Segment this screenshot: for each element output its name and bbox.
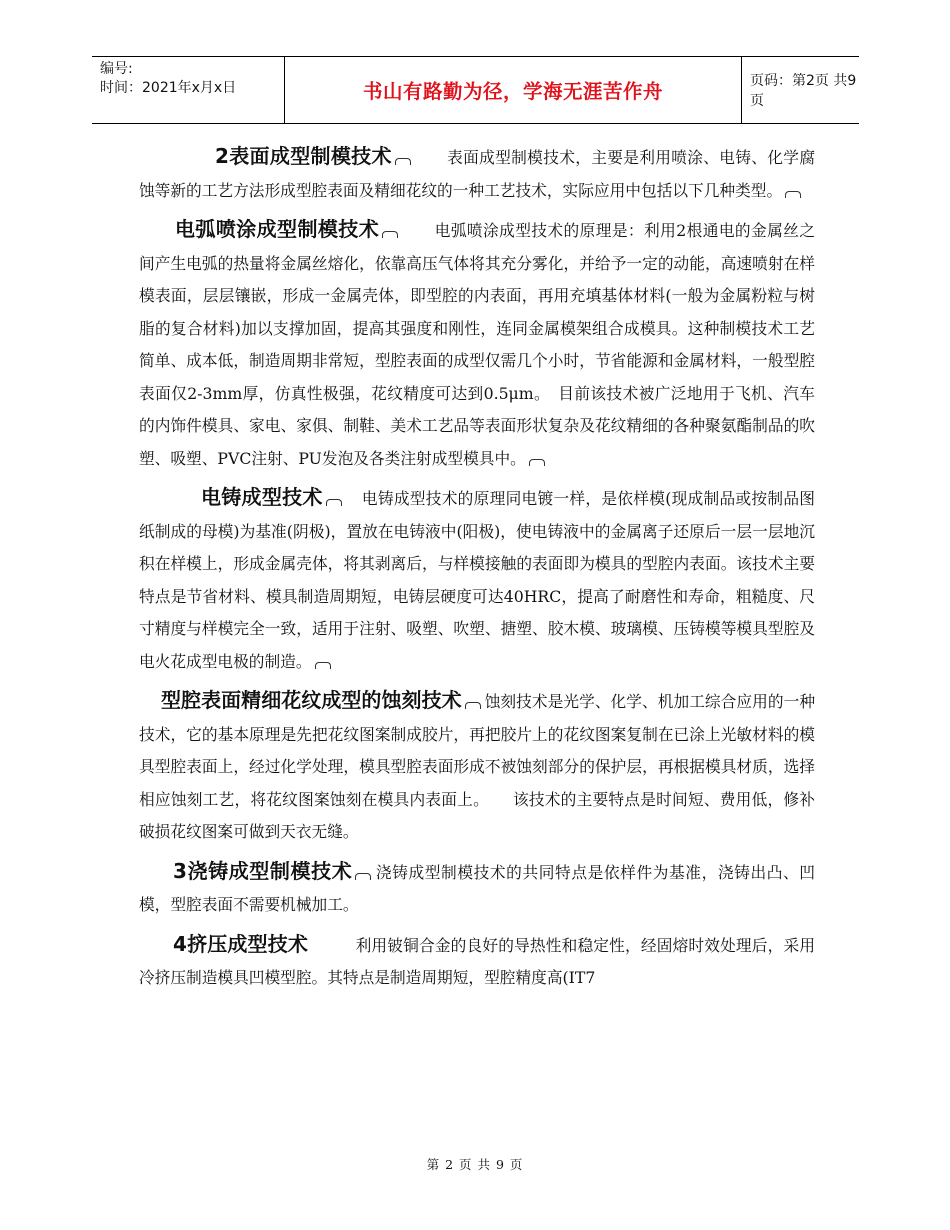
section-heading: 2表面成型制模技术	[215, 144, 392, 168]
header-page-info-cell	[740, 57, 859, 123]
section-paragraph	[139, 481, 815, 678]
section-body: 电弧喷涂成型技术的原理是：利用2根通电的金属丝之间产生电弧的热量将金属丝熔化，依靠高压气体将其充分雾化，并给予一定的动能，高速喷射在样模表面，层层镶嵌，形成一金属壳体，即型腔的内表面，再用充填基体材料(一般为金属粉粒与树脂的复合材料)加以支撑加固，提高其强度和刚性，连同金属模架组合成模具。这种制模技术工艺简单、成本低，制造周期非常短，型腔表面的成型仅需几个小时，节省能源和金属材料，一般型腔表面仅2-3mm厚，仿真性极强，花纹精度可达到0.5μm。 目前该技术被广泛地用于飞机、汽车的内饰件模具、家电、家俱、制鞋、美术工艺品等表面形状复杂及花纹精细的各种聚氨酯制品的吹塑、吸塑、PVC注射、PU发泡及各类注射成型模具中。	[139, 221, 816, 468]
paragraph-mark-icon	[395, 158, 411, 165]
paragraph-mark-icon	[529, 459, 545, 466]
paragraph-mark-icon	[315, 662, 331, 669]
section-body: 利用铍铜合金的良好的导热性和稳定性，经固熔时效处理后，采用冷挤压制造模具凹模型腔。其特点是制造周期短，型腔精度高(IT7	[139, 935, 816, 987]
section-paragraph	[139, 855, 815, 922]
section-heading: 型腔表面精细花纹成型的蚀刻技术	[161, 688, 462, 712]
paragraph-mark-icon	[382, 231, 398, 238]
header-motto: 书山有路勤为径，学海无涯苦作舟	[362, 80, 663, 103]
header-motto-cell	[284, 57, 742, 123]
section-heading: 电铸成型技术	[201, 485, 323, 509]
header-page-info: 页码：第2页 共9页	[750, 73, 857, 109]
paragraph-mark-icon	[355, 873, 371, 880]
section-body: 蚀刻技术是光学、化学、机加工综合应用的一种技术，它的基本原理是先把花纹图案制成胶片，再把胶片上的花纹图案复制在已涂上光敏材料的模具型腔表面上，经过化学处理，模具型腔表面形成不被蚀刻部分的保护层，再根据模具材质，选择相应蚀刻工艺，将花纹图案蚀刻在模具内表面上。 该技术的主要特点是时间短、费用低，修补破损花纹图案可做到天衣无缝。	[139, 692, 816, 841]
number-label: 编号:	[100, 61, 133, 77]
document-body	[139, 140, 815, 995]
section-paragraph	[139, 928, 815, 995]
time-label: 时间：2021年x月x日	[100, 80, 237, 96]
section-heading: 4挤压成型技术	[173, 931, 309, 956]
section-heading: 电弧喷涂成型制模技术	[175, 217, 380, 241]
paragraph-mark-icon	[326, 499, 342, 506]
paragraph-mark-icon	[465, 702, 481, 709]
paragraph-mark-icon	[785, 191, 801, 198]
section-paragraph	[139, 140, 815, 207]
section-heading: 3浇铸成型制模技术	[173, 858, 353, 883]
section-body: 表面成型制模技术，主要是利用喷涂、电铸、化学腐蚀等新的工艺方法形成型腔表面及精细花纹的一种工艺技术，实际应用中包括以下几种类型。	[139, 148, 816, 200]
page-footer: 第 2 页 共 9 页	[426, 1157, 524, 1172]
header-meta	[92, 57, 284, 123]
section-body: 浇铸成型制模技术的共同特点是依样件为基准，浇铸出凸、凹模，型腔表面不需要机械加工。	[139, 862, 815, 914]
section-paragraph	[139, 684, 815, 849]
section-body: 电铸成型技术的原理同电镀一样，是依样模(现成制品或按制品图纸制成的母模)为基准(阴极)，置放在电铸液中(阳极)，使电铸液中的金属离子还原后一层一层地沉积在样模上，形成金属壳体，将其剥离后，与样模接触的表面即为模具的型腔内表面。该技术主要特点是节省材料、模具制造周期短，电铸层硬度可达40HRC，提高了耐磨性和寿命，粗糙度、尺寸精度与样模完全一致，适用于注射、吸塑、吹塑、搪塑、胶木模、玻璃模、压铸模等模具型腔及电火花成型电极的制造。	[139, 489, 815, 671]
section-paragraph	[139, 213, 815, 475]
page-header	[92, 56, 859, 124]
